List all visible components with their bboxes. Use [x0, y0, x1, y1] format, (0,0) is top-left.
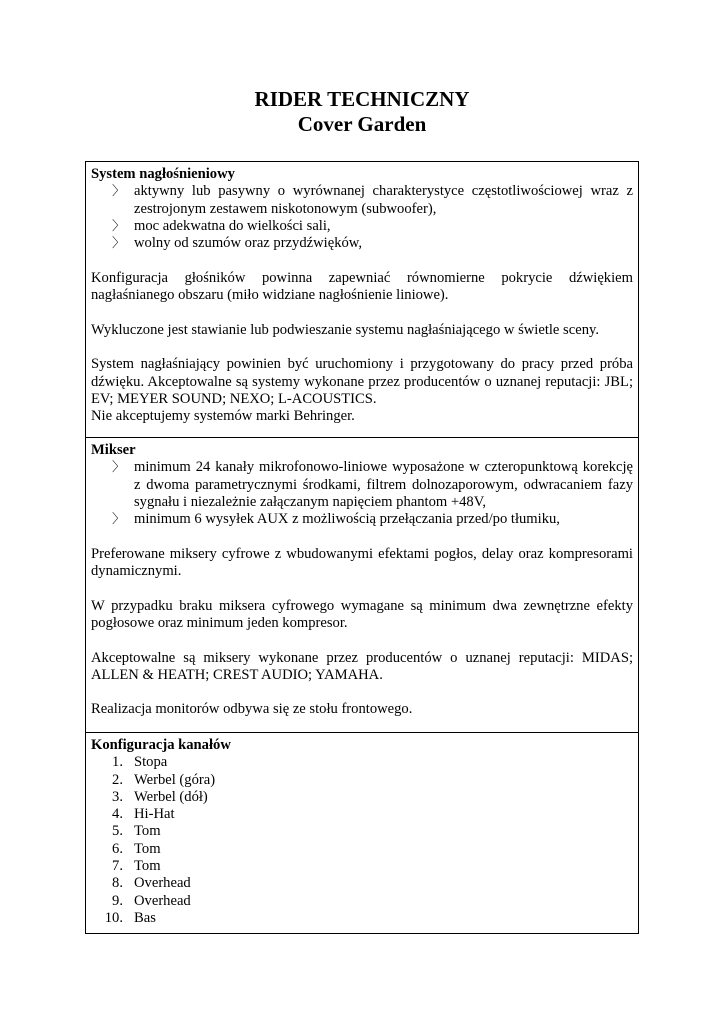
channel-name: Werbel (dół)	[134, 788, 208, 805]
section-heading: System nagłośnieniowy	[91, 166, 235, 182]
channel-number: 9.	[112, 892, 123, 909]
channel-list	[91, 754, 633, 927]
paragraph: Realizacja monitorów odbywa się ze stołu frontowego.	[91, 701, 413, 718]
channel-item	[91, 806, 633, 823]
section-sound-system	[85, 161, 639, 437]
channel-name: Bas	[134, 909, 156, 926]
channel-number: 3.	[112, 788, 123, 805]
channel-item	[91, 910, 633, 927]
channel-name: Tom	[134, 858, 161, 875]
list-item: 〉 minimum 6 wysyłek AUX z możliwością przełączania przed/po tłumiku,	[112, 511, 560, 528]
channel-item	[91, 754, 633, 771]
bullet-list	[91, 183, 633, 252]
paragraph: W przypadku braku miksera cyfrowego wymagane są minimum dwa zewnętrzne efekty pogłosowe oraz minimum jeden kompresor.	[91, 597, 633, 631]
channel-item	[91, 841, 633, 858]
list-item: 〉 minimum 24 kanały mikrofonowo-liniowe wyposażone w czteropunktową korekcję z dwoma parametrycznymi środkami, filtrem dolnozaporowym, odwracaniem fazy sygnału i niezależnie załączanym napięciem phantom +48V,	[112, 459, 633, 510]
bullet-chevron-icon: 〉	[112, 236, 126, 252]
channel-number: 8.	[112, 875, 123, 892]
document-title	[0, 87, 724, 137]
channel-name: Tom	[134, 840, 161, 857]
list-item: 〉 aktywny lub pasywny o wyrównanej charakterystyce częstotliwościowej wraz z zestrojonym zestawem niskotonowym (subwoofer),	[112, 183, 633, 217]
channel-name: Overhead	[134, 875, 191, 892]
channel-number: 10.	[104, 909, 123, 926]
channel-item	[91, 772, 633, 789]
title-line-2: Cover Garden	[297, 112, 427, 136]
channel-number: 2.	[112, 771, 123, 788]
channel-name: Overhead	[134, 892, 191, 909]
section-heading: Konfiguracja kanałów	[91, 737, 231, 753]
bullet-chevron-icon: 〉	[112, 460, 126, 476]
paragraph: Nie akceptujemy systemów marki Behringer.	[91, 408, 355, 425]
channel-number: 6.	[112, 840, 123, 857]
channel-name: Tom	[134, 823, 161, 840]
section-heading: Mikser	[91, 442, 136, 458]
channel-item	[91, 875, 633, 892]
title-line-1: RIDER TECHNICZNY	[254, 87, 470, 111]
paragraph: Wykluczone jest stawianie lub podwieszanie systemu nagłaśniającego w świetle sceny.	[91, 321, 599, 338]
list-item: 〉 wolny od szumów oraz przydźwięków,	[112, 235, 363, 252]
bullet-list	[91, 459, 633, 528]
channel-item	[91, 789, 633, 806]
bullet-chevron-icon: 〉	[112, 184, 126, 200]
channel-name: Werbel (góra)	[134, 771, 216, 788]
bullet-chevron-icon: 〉	[112, 512, 126, 528]
paragraph: Konfiguracja głośników powinna zapewniać równomierne pokrycie dźwiękiem nagłaśnianego obszaru (miło widziane nagłośnienie liniowe).	[91, 269, 633, 304]
channel-name: Hi-Hat	[134, 806, 175, 823]
channel-number: 5.	[112, 823, 123, 840]
channel-number: 4.	[112, 806, 123, 823]
channel-item	[91, 893, 633, 910]
paragraph: Preferowane miksery cyfrowe z wbudowanymi efektami pogłos, delay oraz kompresorami dynamicznymi.	[91, 545, 633, 580]
paragraph: System nagłaśniający powinien być uruchomiony i przygotowany do pracy przed próba dźwięku. Akceptowalne są systemy wykonane przez producentów o uznanej reputacji: JBL; EV; MEYER SOUND; NEXO; L-ACOUSTICS.	[91, 356, 633, 407]
channel-item	[91, 858, 633, 875]
channel-name: Stopa	[134, 754, 168, 771]
paragraph: Akceptowalne są miksery wykonane przez producentów o uznanej reputacji: MIDAS; ALLEN & HEATH; CREST AUDIO; YAMAHA.	[91, 649, 633, 683]
bullet-chevron-icon: 〉	[112, 218, 126, 234]
list-item: 〉 moc adekwatna do wielkości sali,	[112, 217, 331, 234]
channel-item	[91, 823, 633, 840]
channel-number: 1.	[112, 754, 123, 771]
section-channel-config	[85, 732, 639, 934]
channel-number: 7.	[112, 858, 123, 875]
section-mixer	[85, 437, 639, 732]
